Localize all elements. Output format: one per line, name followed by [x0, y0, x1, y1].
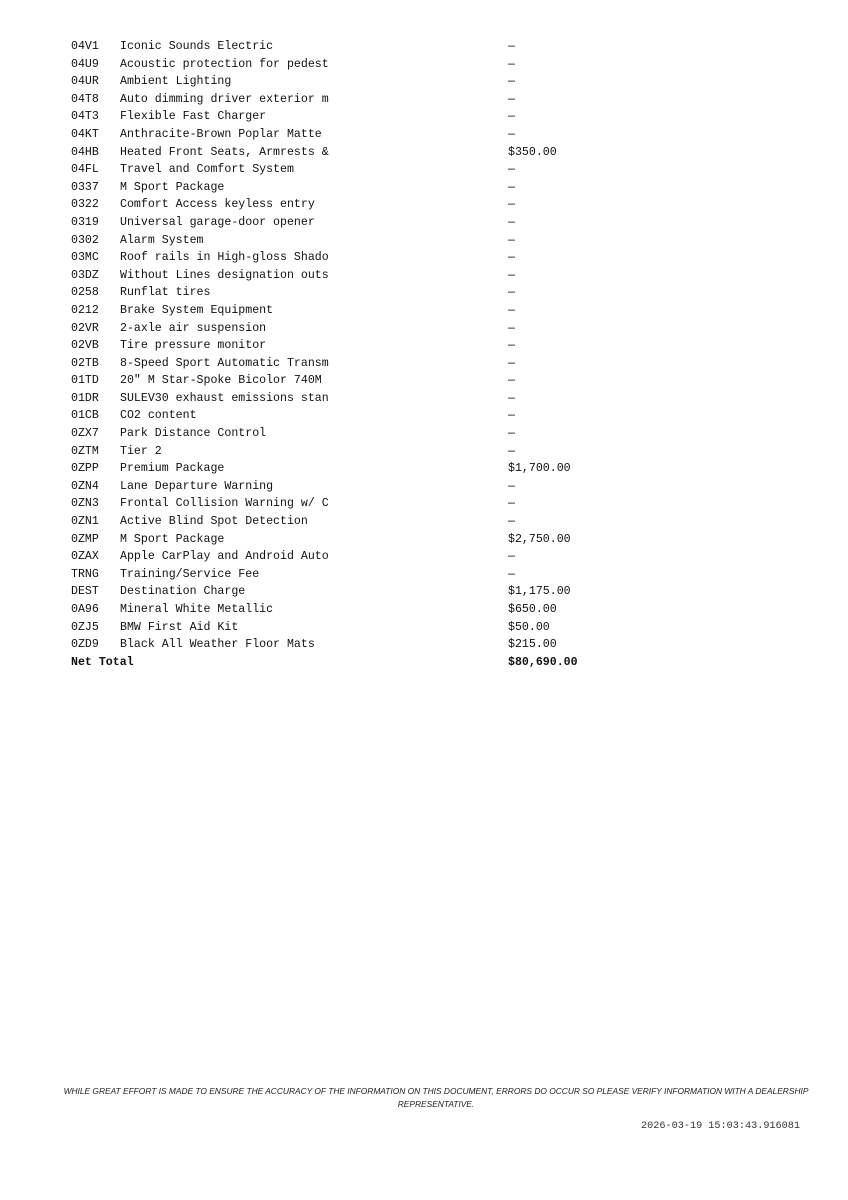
option-price: $215.00 — [508, 638, 557, 652]
option-row — [71, 179, 631, 197]
option-row — [71, 108, 631, 126]
option-description: Anthracite-Brown Poplar Matte — [120, 127, 322, 141]
option-code: 0258 — [71, 286, 99, 300]
option-row — [71, 636, 631, 654]
option-price: — — [508, 427, 515, 441]
option-code: 0322 — [71, 198, 99, 212]
option-price: — — [508, 215, 515, 229]
option-row — [71, 355, 631, 373]
option-row — [71, 56, 631, 74]
option-price: — — [508, 251, 515, 265]
option-price: — — [508, 110, 515, 124]
option-code: 04FL — [71, 163, 99, 177]
option-description: Runflat tires — [120, 286, 211, 300]
disclaimer-text: WHILE GREAT EFFORT IS MADE TO ENSURE THE ACCURACY OF THE INFORMATION ON THIS DOCUMENT, ERRORS DO OCCUR SO PLEASE VERIFY INFORMATION WITH A DEALERSHIP REPRESENTATIVE. — [63, 1086, 809, 1109]
option-description: 8-Speed Sport Automatic Transm — [120, 356, 329, 370]
option-price: — — [508, 339, 515, 353]
option-description: 2-axle air suspension — [120, 321, 267, 335]
option-row — [71, 320, 631, 338]
option-row — [71, 460, 631, 478]
option-code: 0ZAX — [71, 550, 99, 564]
option-code: 0ZX7 — [71, 427, 99, 441]
option-description: Black All Weather Floor Mats — [120, 638, 315, 652]
option-description: Mineral White Metallic — [120, 603, 274, 616]
option-code: TRNG — [71, 567, 99, 581]
option-code: 01DR — [71, 391, 99, 405]
option-price: — — [508, 40, 515, 53]
option-price: — — [508, 75, 515, 89]
option-row — [71, 249, 631, 267]
option-code: 0319 — [71, 215, 99, 229]
option-code: 0ZN1 — [71, 515, 99, 529]
option-description: Heated Front Seats, Armrests & — [120, 145, 329, 159]
option-row — [71, 425, 631, 443]
option-description: Ambient Lighting — [120, 75, 232, 89]
option-price: — — [508, 127, 515, 141]
option-row — [71, 91, 631, 109]
option-price: — — [508, 356, 515, 370]
option-description: Roof rails in High-gloss Shado — [120, 251, 329, 265]
option-description: Lane Departure Warning — [120, 479, 274, 493]
option-price: — — [508, 163, 515, 177]
option-row — [71, 214, 631, 232]
option-row — [71, 619, 631, 637]
option-price: — — [508, 268, 515, 282]
option-row — [71, 601, 631, 619]
option-description: Universal garage-door opener — [120, 215, 315, 229]
option-code: 0ZN3 — [71, 497, 99, 511]
option-description: M Sport Package — [120, 532, 225, 546]
option-row — [71, 267, 631, 285]
option-price: $650.00 — [508, 603, 557, 616]
option-description: Without Lines designation outs — [120, 268, 329, 282]
option-row — [71, 372, 631, 390]
print-timestamp: 2026-03-19 15:03:43.916081 — [641, 1121, 800, 1132]
option-row — [71, 513, 631, 531]
option-description: Active Blind Spot Detection — [120, 515, 308, 529]
option-code: 0ZN4 — [71, 479, 99, 493]
option-description: Brake System Equipment — [120, 303, 274, 317]
option-price: — — [508, 374, 515, 388]
option-row — [71, 443, 631, 461]
option-description: Acoustic protection for pedest — [120, 57, 329, 71]
option-price: — — [508, 233, 515, 247]
option-price: — — [508, 180, 515, 194]
option-code: 04U9 — [71, 57, 99, 71]
option-price: — — [508, 198, 515, 212]
option-code: 03DZ — [71, 268, 99, 282]
option-code: 0ZMP — [71, 532, 99, 546]
option-row — [71, 284, 631, 302]
option-description: Destination Charge — [120, 585, 246, 599]
option-price: — — [508, 567, 515, 581]
option-code: 0A96 — [71, 603, 99, 616]
option-description: Apple CarPlay and Android Auto — [120, 550, 329, 564]
option-row — [71, 531, 631, 549]
option-row — [71, 548, 631, 566]
option-description: Comfort Access keyless entry — [120, 198, 315, 212]
option-description: M Sport Package — [120, 180, 225, 194]
option-price: — — [508, 550, 515, 564]
option-row — [71, 232, 631, 250]
option-price: $2,750.00 — [508, 532, 571, 546]
options-table — [71, 38, 631, 671]
option-row — [71, 196, 631, 214]
option-row — [71, 337, 631, 355]
option-code: 02TB — [71, 356, 99, 370]
option-price: — — [508, 515, 515, 529]
option-code: 04T8 — [71, 92, 99, 106]
option-description: Flexible Fast Charger — [120, 110, 267, 124]
option-price: — — [508, 497, 515, 511]
option-row — [71, 407, 631, 425]
option-price: — — [508, 479, 515, 493]
option-description: Tire pressure monitor — [120, 339, 267, 353]
option-description: Auto dimming driver exterior m — [120, 92, 329, 106]
option-description: Travel and Comfort System — [120, 163, 294, 177]
option-price: — — [508, 321, 515, 335]
option-rows — [71, 38, 631, 654]
option-code: 0ZJ5 — [71, 620, 99, 634]
option-description: Training/Service Fee — [120, 567, 260, 581]
option-description: BMW First Aid Kit — [120, 620, 239, 634]
option-description: Frontal Collision Warning w/ C — [120, 497, 329, 511]
option-price: $350.00 — [508, 145, 557, 159]
option-description: Premium Package — [120, 462, 225, 476]
option-description: Park Distance Control — [120, 427, 267, 441]
option-row — [71, 73, 631, 91]
option-row — [71, 390, 631, 408]
option-code: 0302 — [71, 233, 99, 247]
option-code: 0212 — [71, 303, 99, 317]
net-total-row — [71, 654, 631, 672]
option-row — [71, 583, 631, 601]
option-description: CO2 content — [120, 409, 197, 423]
option-price: — — [508, 391, 515, 405]
option-code: 01TD — [71, 374, 99, 388]
option-description: Iconic Sounds Electric — [120, 40, 274, 53]
option-code: 04UR — [71, 75, 99, 89]
option-price: — — [508, 409, 515, 423]
option-code: 04KT — [71, 127, 99, 141]
option-price: — — [508, 92, 515, 106]
option-row — [71, 126, 631, 144]
option-row — [71, 161, 631, 179]
option-description: Tier 2 — [120, 444, 162, 458]
option-code: 0ZD9 — [71, 638, 99, 652]
option-row — [71, 495, 631, 513]
option-row — [71, 478, 631, 496]
option-price: — — [508, 57, 515, 71]
option-price: $1,175.00 — [508, 585, 571, 599]
option-price: — — [508, 303, 515, 317]
net-total-value: $80,690.00 — [508, 655, 578, 669]
option-description: 20" M Star-Spoke Bicolor 740M — [120, 374, 322, 388]
option-row — [71, 302, 631, 320]
option-price: — — [508, 444, 515, 458]
option-code: 0ZTM — [71, 444, 99, 458]
option-code: 04T3 — [71, 110, 99, 124]
option-code: 0337 — [71, 180, 99, 194]
option-row — [71, 566, 631, 584]
option-code: 04V1 — [71, 40, 99, 53]
option-code: 03MC — [71, 251, 99, 265]
option-code: 0ZPP — [71, 462, 99, 476]
option-code: DEST — [71, 585, 99, 599]
option-code: 04HB — [71, 145, 99, 159]
option-price: $50.00 — [508, 620, 550, 634]
option-row — [71, 38, 631, 56]
option-row — [71, 144, 631, 162]
option-code: 02VR — [71, 321, 99, 335]
option-price: — — [508, 286, 515, 300]
net-total-label: Net Total — [71, 655, 134, 669]
option-description: SULEV30 exhaust emissions stan — [120, 391, 329, 405]
option-code: 01CB — [71, 409, 99, 423]
option-price: $1,700.00 — [508, 462, 571, 476]
option-description: Alarm System — [120, 233, 204, 247]
option-code: 02VB — [71, 339, 99, 353]
